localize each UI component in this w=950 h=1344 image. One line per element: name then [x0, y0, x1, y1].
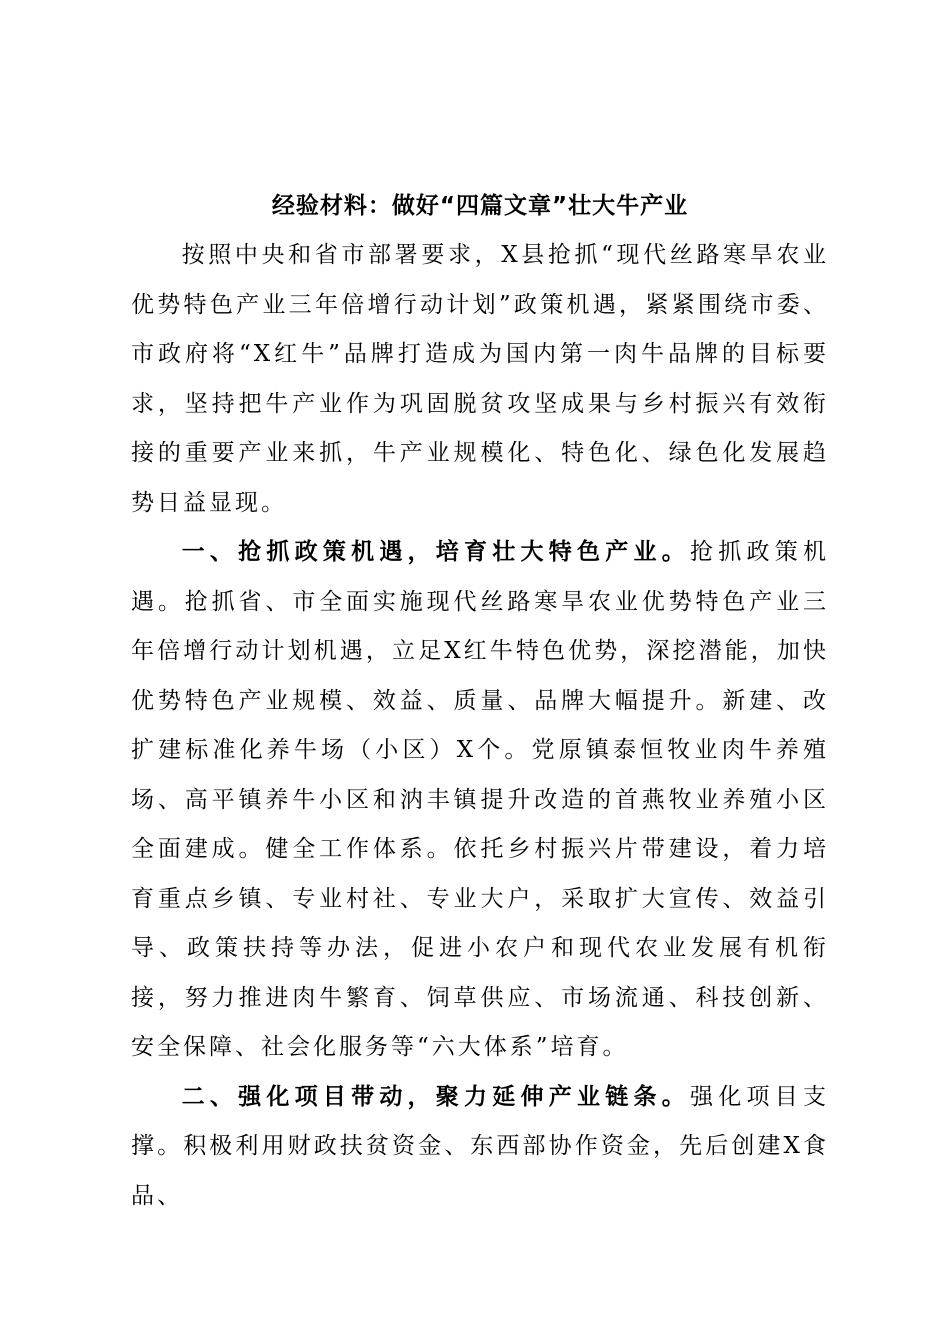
document-content — [131, 182, 829, 1221]
document-title: 经验材料：做好“四篇文章”壮大牛产业 — [271, 193, 689, 219]
section-one-paragraph — [131, 528, 829, 1073]
section-two-paragraph — [131, 1073, 829, 1222]
section-one-body: 抢抓政策机遇。抢抓省、市全面实施现代丝路寒旱农业优势特色产业三年倍增行动计划机遇，立足X红牛特色优势，深挖潜能，加快优势特色产业规模、效益、质量、品牌大幅提升。新建、改扩建标准化养牛场（小区）X个。党原镇泰恒牧业肉牛养殖场、高平镇养牛小区和汭丰镇提升改造的首燕牧业养殖小区全面建成。健全工作体系。依托乡村振兴片带建设，着力培育重点乡镇、专业村社、专业大户，采取扩大宣传、效益引导、政策扶持等办法，促进小农户和现代农业发展有机衔接，努力推进肉牛繁育、饲草供应、市场流通、科技创新、安全保障、社会化服务等“六大体系”培育。 — [131, 539, 830, 1060]
section-two-heading: 二、强化项目带动，聚力延伸产业链条。 — [181, 1083, 691, 1110]
section-two-body: 强化项目支撑。积极利用财政扶贫资金、东西部协作资金，先后创建X食品、 — [131, 1083, 830, 1209]
intro-paragraph: 按照中央和省市部署要求，X县抢抓“现代丝路寒旱农业优势特色产业三年倍增行动计划”政策机遇，紧紧围绕市委、市政府将“X红牛”品牌打造成为国内第一肉牛品牌的目标要求，坚持把牛产业作为巩固脱贫攻坚成果与乡村振兴有效衔接的重要产业来抓，牛产业规模化、特色化、绿色化发展趋势日益显现。 — [131, 242, 829, 516]
section-one-heading: 一、抢抓政策机遇，培育壮大特色产业。 — [181, 539, 691, 565]
